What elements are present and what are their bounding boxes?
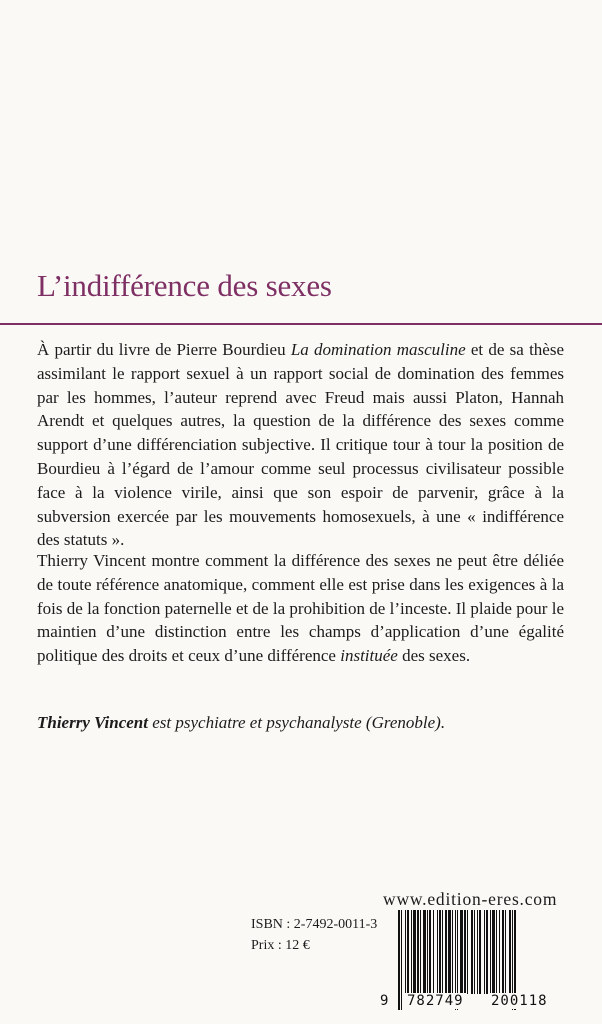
paragraph-2-tail: des sexes. (397, 646, 471, 666)
barcode-bar (442, 910, 443, 994)
barcode-bar (437, 910, 438, 994)
barcode-bar (411, 910, 412, 994)
barcode-bar (496, 910, 497, 994)
barcode-bar (423, 910, 426, 994)
barcode-bar (471, 910, 473, 994)
paragraph-2-emphasis: instituée (340, 646, 398, 666)
barcode-bar (464, 910, 466, 994)
price-label: Prix : 12 € (251, 938, 310, 953)
author-note (37, 713, 577, 733)
barcode-bar (439, 910, 441, 994)
barcode-bar (486, 910, 488, 994)
barcode-bar (405, 910, 406, 994)
barcode-bar (460, 910, 463, 994)
paragraph-1-lead: À partir du livre de Pierre Bourdieu (37, 340, 291, 359)
barcode-bar (433, 910, 434, 994)
barcode-bar (413, 910, 416, 994)
barcode-bar (420, 910, 421, 994)
barcode-bar (505, 910, 506, 994)
barcode-bar (509, 910, 511, 994)
summary-paragraph-2 (37, 549, 564, 668)
barcode-bar (492, 910, 495, 994)
barcode-bar (427, 910, 428, 994)
barcode-bar (448, 910, 451, 994)
paragraph-2-lead: Thierry Vincent montre comment la différence des sexes ne peut être déliée de toute référence anatomique, comment elle est prise dans les exigences à la fois de la fonction paternelle et de la prohibition de l’inceste. Il plaide pour le maintien d’une distinction entre les champs d’application d’une égalité politique des droits et ceux d’une différence (37, 551, 564, 666)
author-name: Thierry Vincent (37, 713, 148, 732)
barcode-bar (452, 910, 453, 994)
cited-book-title: La domination masculine (290, 340, 466, 359)
barcode-first-digit: 9 (380, 993, 390, 1009)
barcode-bar (499, 910, 500, 994)
summary-paragraph-1 (37, 338, 564, 552)
barcode-bar (490, 910, 491, 994)
author-description: est psychiatre et psychanalyste (Grenoble). (147, 713, 446, 732)
isbn-label: ISBN : 2-7492-0011-3 (251, 917, 378, 932)
barcode-bar (429, 910, 431, 994)
barcode-bar (502, 910, 504, 994)
barcode-bar (417, 910, 419, 994)
barcode-right-group: 200118 (491, 993, 548, 1009)
publisher-website: www.edition-eres.com (383, 889, 558, 909)
barcode-left-group: 782749 (407, 993, 464, 1009)
book-title: L’indifférence des sexes (37, 268, 332, 303)
barcode-bar (477, 910, 478, 994)
barcode-bar (445, 910, 447, 994)
barcode-bar (474, 910, 475, 994)
barcode-bar (484, 910, 485, 994)
barcode-bar (407, 910, 409, 994)
paragraph-1-rest: et de sa thèse assimilant le rapport sexuel à un rapport social de domination des femmes par les hommes, l’auteur reprend avec Freud mais aussi Platon, Hannah Arendt et quelques autres, la question de la différence des sexes comme support d’une différenciation subjective. Il critique tour à tour la position de Bourdieu à l’égard de l’amour comme seul processus civilisateur possible face à la violence virile, ainsi que son espoir de parvenir, grâce à la subversion exercée par les mouvements homosexuels, à une « indifférence des statuts ». (37, 340, 564, 550)
barcode-digits (380, 992, 566, 1014)
barcode-bar (467, 910, 468, 994)
barcode-bar (479, 910, 481, 994)
title-divider (0, 323, 602, 325)
